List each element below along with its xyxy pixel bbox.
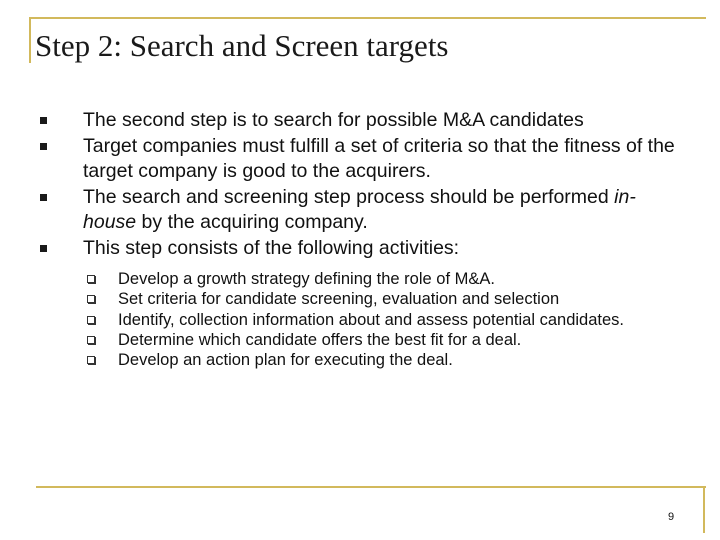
activities-sub-list bbox=[83, 269, 680, 370]
page-number: 9 bbox=[668, 511, 675, 523]
sub-list-item bbox=[83, 330, 680, 350]
sub-list-item bbox=[83, 269, 680, 289]
bullet-text-emphasis: in-house bbox=[83, 185, 636, 233]
sub-item-text: Determine which candidate offers the best fit for a deal. bbox=[118, 330, 522, 349]
sub-item-text: Identify, collection information about and assess potential candidates. bbox=[118, 310, 625, 329]
bullet-text-before: The search and screening step process should be performed bbox=[83, 185, 615, 208]
sub-list-item bbox=[83, 350, 680, 370]
bottom-border-rule bbox=[36, 486, 706, 488]
sub-item-text: Develop an action plan for executing the deal. bbox=[118, 351, 453, 370]
main-bullet-list bbox=[40, 108, 680, 370]
bullet-text: This step consists of the following activities: bbox=[83, 236, 460, 259]
right-border-rule bbox=[703, 486, 705, 533]
bullet-text: The second step is to search for possible M&A candidates bbox=[83, 109, 584, 131]
square-bullet-icon bbox=[40, 194, 47, 201]
hollow-square-bullet-icon bbox=[87, 316, 95, 324]
bullet-item-criteria bbox=[40, 134, 680, 185]
hollow-square-bullet-icon bbox=[87, 336, 95, 344]
bullet-item-in-house bbox=[40, 185, 680, 236]
bullet-text: Target companies must fulfill a set of criteria so that the fitness of the target company is good to the acquirers. bbox=[83, 134, 675, 182]
slide-title: Step 2: Search and Screen targets bbox=[35, 28, 449, 63]
sub-list-item bbox=[83, 289, 680, 309]
square-bullet-icon bbox=[40, 117, 47, 124]
bullet-item-activities bbox=[40, 236, 680, 371]
top-border-rule bbox=[29, 17, 706, 19]
sub-list-item bbox=[83, 310, 680, 330]
hollow-square-bullet-icon bbox=[87, 295, 95, 303]
bullet-item-search bbox=[40, 108, 680, 134]
hollow-square-bullet-icon bbox=[87, 356, 95, 364]
square-bullet-icon bbox=[40, 143, 47, 150]
sub-item-text: Set criteria for candidate screening, evaluation and selection bbox=[118, 290, 560, 309]
hollow-square-bullet-icon bbox=[87, 275, 95, 283]
left-border-rule bbox=[29, 17, 31, 63]
square-bullet-icon bbox=[40, 245, 47, 252]
bullet-text-after: by the acquiring company. bbox=[136, 211, 368, 233]
sub-item-text: Develop a growth strategy defining the role of M&A. bbox=[118, 270, 495, 288]
